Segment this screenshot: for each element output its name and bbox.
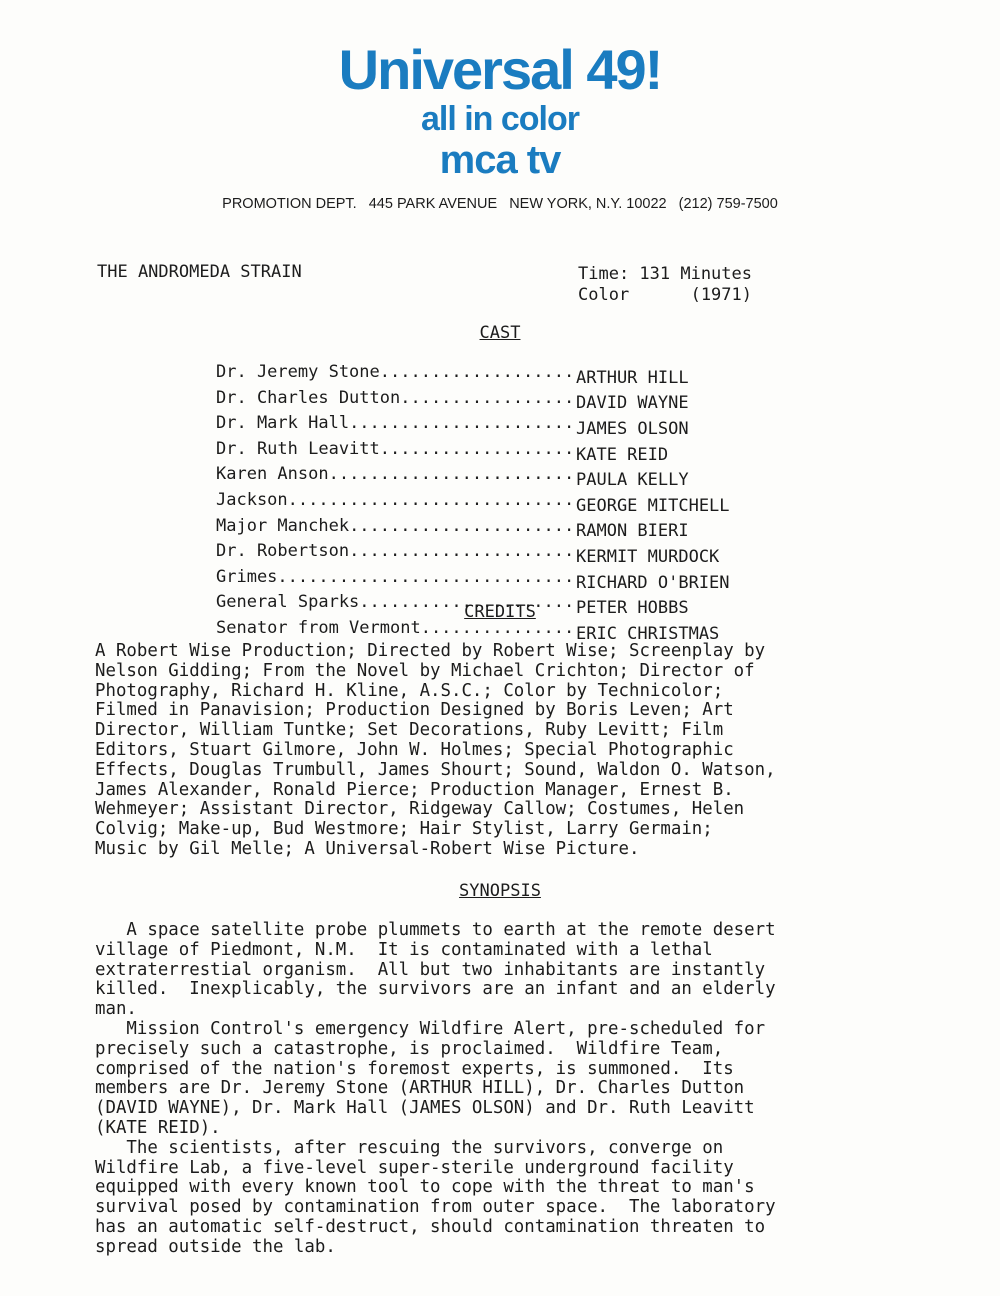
runtime: Time: 131 Minutes xyxy=(578,264,752,284)
cast-role: Grimes ..... xyxy=(216,568,576,588)
cast-role: Dr. Jeremy Stone ..... xyxy=(216,363,576,383)
cast-row xyxy=(216,414,730,440)
credits-heading: CREDITS xyxy=(464,602,536,622)
cast-role: Dr. Mark Hall ..... xyxy=(216,414,576,434)
cast-row xyxy=(216,542,730,568)
credits-text: A Robert Wise Production; Directed by Robert Wise; Screenplay by Nelson Gidding; From the Novel by Michael Crichton; Director of Photography, Richard H. Kline, A.S.C.; Color by Technicolor; Filmed in Panavision; Production Designed by Boris Leven; Art Director, William Tuntke; Set Decorations, Ruby Levitt; Film Editors, Stuart Gilmore, John W. Holmes; Special Photographic Effects, Douglas Trumbull, James Shourt; Sound, Waldon O. Watson, James Alexander, Ronald Pierce; Production Manager, Ernest B. Wehmeyer; Assistant Director, Ridgeway Callow; Costumes, Helen Colvig; Make-up, Bud Westmore; Hair Stylist, Larry Germain; Music by Gil Melle; A Universal-Robert Wise Picture. xyxy=(95,641,776,859)
cast-actor: PETER HOBBS xyxy=(576,598,689,619)
cast-actor: ERIC CHRISTMAS xyxy=(576,623,720,644)
brand-title: Universal 49! xyxy=(338,38,662,101)
letterhead xyxy=(0,38,1000,212)
cast-actor: KATE REID xyxy=(576,444,669,465)
address-dept: PROMOTION DEPT. xyxy=(222,196,357,212)
cast-role: Senator from Vermont ..... xyxy=(216,619,576,639)
cast-role: Jackson ..... xyxy=(216,491,576,511)
cast-actor: PAULA KELLY xyxy=(576,470,689,491)
address-city: NEW YORK, N.Y. 10022 xyxy=(509,196,667,212)
address-street: 445 PARK AVENUE xyxy=(368,196,498,212)
cast-heading: CAST xyxy=(479,323,521,343)
cast-role: Dr. Ruth Leavitt ..... xyxy=(216,440,576,460)
address-line xyxy=(0,196,1000,212)
cast-role: Dr. Robertson ..... xyxy=(216,542,576,562)
cast-row xyxy=(216,491,730,517)
cast-role: Dr. Charles Dutton ..... xyxy=(216,389,576,409)
cast-role: Major Manchek ..... xyxy=(216,517,576,537)
address-phone: (212) 759-7500 xyxy=(678,196,778,212)
cast-row xyxy=(216,389,730,415)
film-meta xyxy=(578,264,752,306)
cast-role: General Sparks ..... xyxy=(216,593,576,613)
cast-actor: DAVID WAYNE xyxy=(576,393,689,414)
color-year: Color (1971) xyxy=(578,285,752,305)
cast-row xyxy=(216,363,730,389)
cast-actor: GEORGE MITCHELL xyxy=(576,495,730,516)
brand-tagline: all in color xyxy=(420,100,580,138)
cast-actor: JAMES OLSON xyxy=(576,418,689,439)
cast-row xyxy=(216,465,730,491)
brand-logo-text: mca tv xyxy=(439,138,561,182)
cast-role: Karen Anson ..... xyxy=(216,465,576,485)
synopsis-heading: SYNOPSIS xyxy=(459,881,541,901)
cast-row xyxy=(216,568,730,594)
cast-actor: RAMON BIERI xyxy=(576,521,689,542)
synopsis-text: A space satellite probe plummets to earth at the remote desert village of Piedmont, N.M. It is contaminated with a lethal extraterrestial organism. All but two inhabitants are instantly killed. Inexplicably, the survivors are an infant and an elderly man. Mission Control's emergency Wildfire Alert, pre-scheduled for precisely such a catastrophe, is proclaimed. Wildfire Team, comprised of the nation's foremost experts, is summoned. Its members are Dr. Jeremy Stone (ARTHUR HILL), Dr. Charles Dutton (DAVID WAYNE), Dr. Mark Hall (JAMES OLSON) and Dr. Ruth Leavitt (KATE REID). The scientists, after rescuing the survivors, converge on Wildfire Lab, a five-level super-sterile underground facility equipped with every known tool to cope with the threat to man's survival posed by contamination from outer space. The laboratory has an automatic self-destruct, should contamination threaten to spread outside the lab. xyxy=(95,920,776,1257)
cast-actor: ARTHUR HILL xyxy=(576,367,689,388)
cast-row xyxy=(216,517,730,543)
cast-actor: KERMIT MURDOCK xyxy=(576,546,720,567)
cast-row xyxy=(216,440,730,466)
cast-actor: RICHARD O'BRIEN xyxy=(576,572,730,593)
film-title: THE ANDROMEDA STRAIN xyxy=(97,262,302,282)
